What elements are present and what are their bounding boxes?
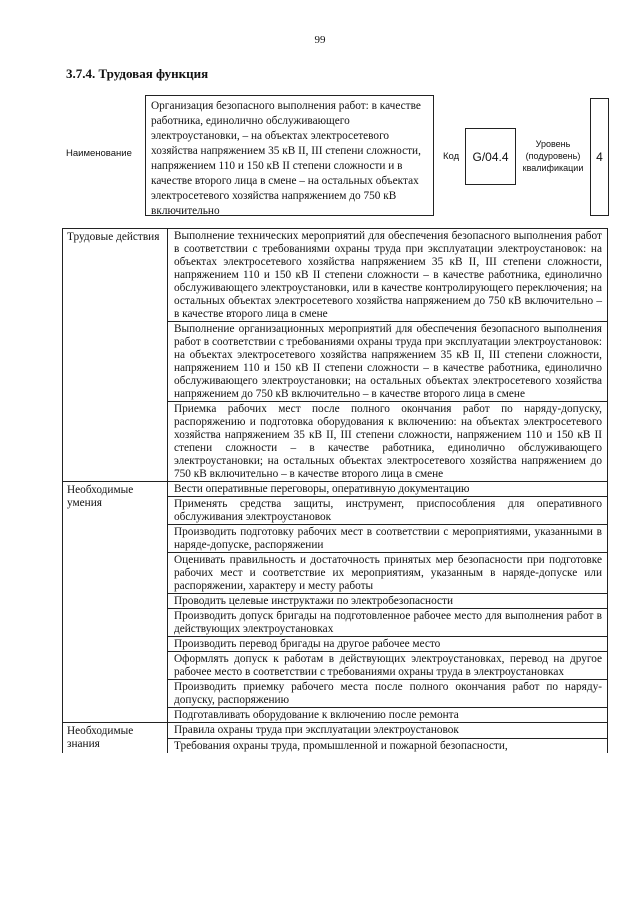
qualification-level-label: Уровень (подуровень) квалификации bbox=[522, 139, 584, 173]
skills-label: Необходимые умения bbox=[63, 482, 168, 723]
table-row bbox=[63, 482, 608, 497]
skill-cell: Производить допуск бригады на подготовленное рабочее место для выполнения работ в действующих электроустановках bbox=[168, 609, 608, 637]
section-title: 3.7.4. Трудовая функция bbox=[66, 66, 209, 81]
knowledge-cell: Требования охраны труда, промышленной и пожарной безопасности, bbox=[168, 738, 608, 753]
knowledge-label: Необходимые знания bbox=[63, 723, 168, 754]
function-name-box: Организация безопасного выполнения работ: в качестве работника, единолично обслуживающего электроустановки, – на объектах электросетевого хозяйства напряжением 35 кВ II, III степени сложности, напряжением 110 и 150 кВ II степени сложности и в качестве второго лица в смене – на остальных объектах электросетевого хозяйства напряжением до 750 кВ включительно bbox=[145, 95, 434, 216]
table-row bbox=[63, 229, 608, 322]
skill-cell: Производить перевод бригады на другое рабочее место bbox=[168, 637, 608, 652]
labor-action-cell: Выполнение организационных мероприятий для обеспечения безопасного выполнения работ в соответствии с требованиями охраны труда при эксплуатации электроустановок: на объектах электросетевого хозяйства напряжением 35 кВ II, III степени сложности, напряжением 110 и 150 кВ II степени сложности – в качестве работника, единолично обслуживающего электроустановки; на остальных объектах электросетевого хозяйства напряжением до 750 кВ включительно – в качестве второго лица в смене bbox=[168, 322, 608, 402]
code-label: Код bbox=[443, 151, 460, 162]
name-label: Наименование bbox=[66, 148, 132, 159]
skill-cell: Оценивать правильность и достаточность принятых мер безопасности при подготовке рабочих мест и соответствие их мероприятиям, указанным в наряде-допуске или распоряжении, характеру и месту работы bbox=[168, 553, 608, 594]
code-value-box: G/04.4 bbox=[465, 128, 516, 185]
labor-action-cell: Выполнение технических мероприятий для обеспечения безопасного выполнения работ в соответствии с требованиями охраны труда при эксплуатации электроустановок: на объектах электросетевого хозяйства напряжением 35 кВ II, III степени сложности, напряжением 110 и 150 кВ II степени сложности – в качестве работника, единолично обслуживающего электроустановки, или в качестве контролирующего переключения; на остальных объектах электросетевого хозяйства напряжением до 750 кВ включительно – в качестве второго лица в смене bbox=[168, 229, 608, 322]
table-row bbox=[63, 723, 608, 739]
skill-cell: Применять средства защиты, инструмент, приспособления для оперативного обслуживания электроустановок bbox=[168, 497, 608, 525]
skill-cell: Оформлять допуск к работам в действующих электроустановках, перевод на другое рабочее место в соответствии с требованиями охраны труда в электроустановках bbox=[168, 652, 608, 680]
skill-cell: Производить подготовку рабочих мест в соответствии с мероприятиями, указанными в наряде-допуске, распоряжении bbox=[168, 525, 608, 553]
skill-cell: Вести оперативные переговоры, оперативную документацию bbox=[168, 482, 608, 497]
skill-cell: Подготавливать оборудование к включению после ремонта bbox=[168, 708, 608, 723]
function-details-table bbox=[62, 228, 608, 753]
knowledge-cell: Правила охраны труда при эксплуатации электроустановок bbox=[168, 723, 608, 739]
skill-cell: Производить приемку рабочего места после полного окончания работ по наряду-допуску, распоряжению bbox=[168, 680, 608, 708]
skill-cell: Проводить целевые инструктажи по электробезопасности bbox=[168, 594, 608, 609]
labor-action-cell: Приемка рабочих мест после полного окончания работ по наряду-допуску, распоряжению и подготовка оборудования к включению: на объектах электросетевого хозяйства напряжением 35 кВ II, III степени сложности, напряжением 110 и 150 кВ II степени сложности – в качестве работника, единолично обслуживающего электроустановки; на остальных объектах электросетевого хозяйства напряжением до 750 кВ включительно – в качестве второго лица в смене bbox=[168, 402, 608, 482]
page-number: 99 bbox=[314, 34, 326, 46]
labor-actions-label: Трудовые действия bbox=[63, 229, 168, 482]
qualification-level-box: 4 bbox=[590, 98, 609, 216]
